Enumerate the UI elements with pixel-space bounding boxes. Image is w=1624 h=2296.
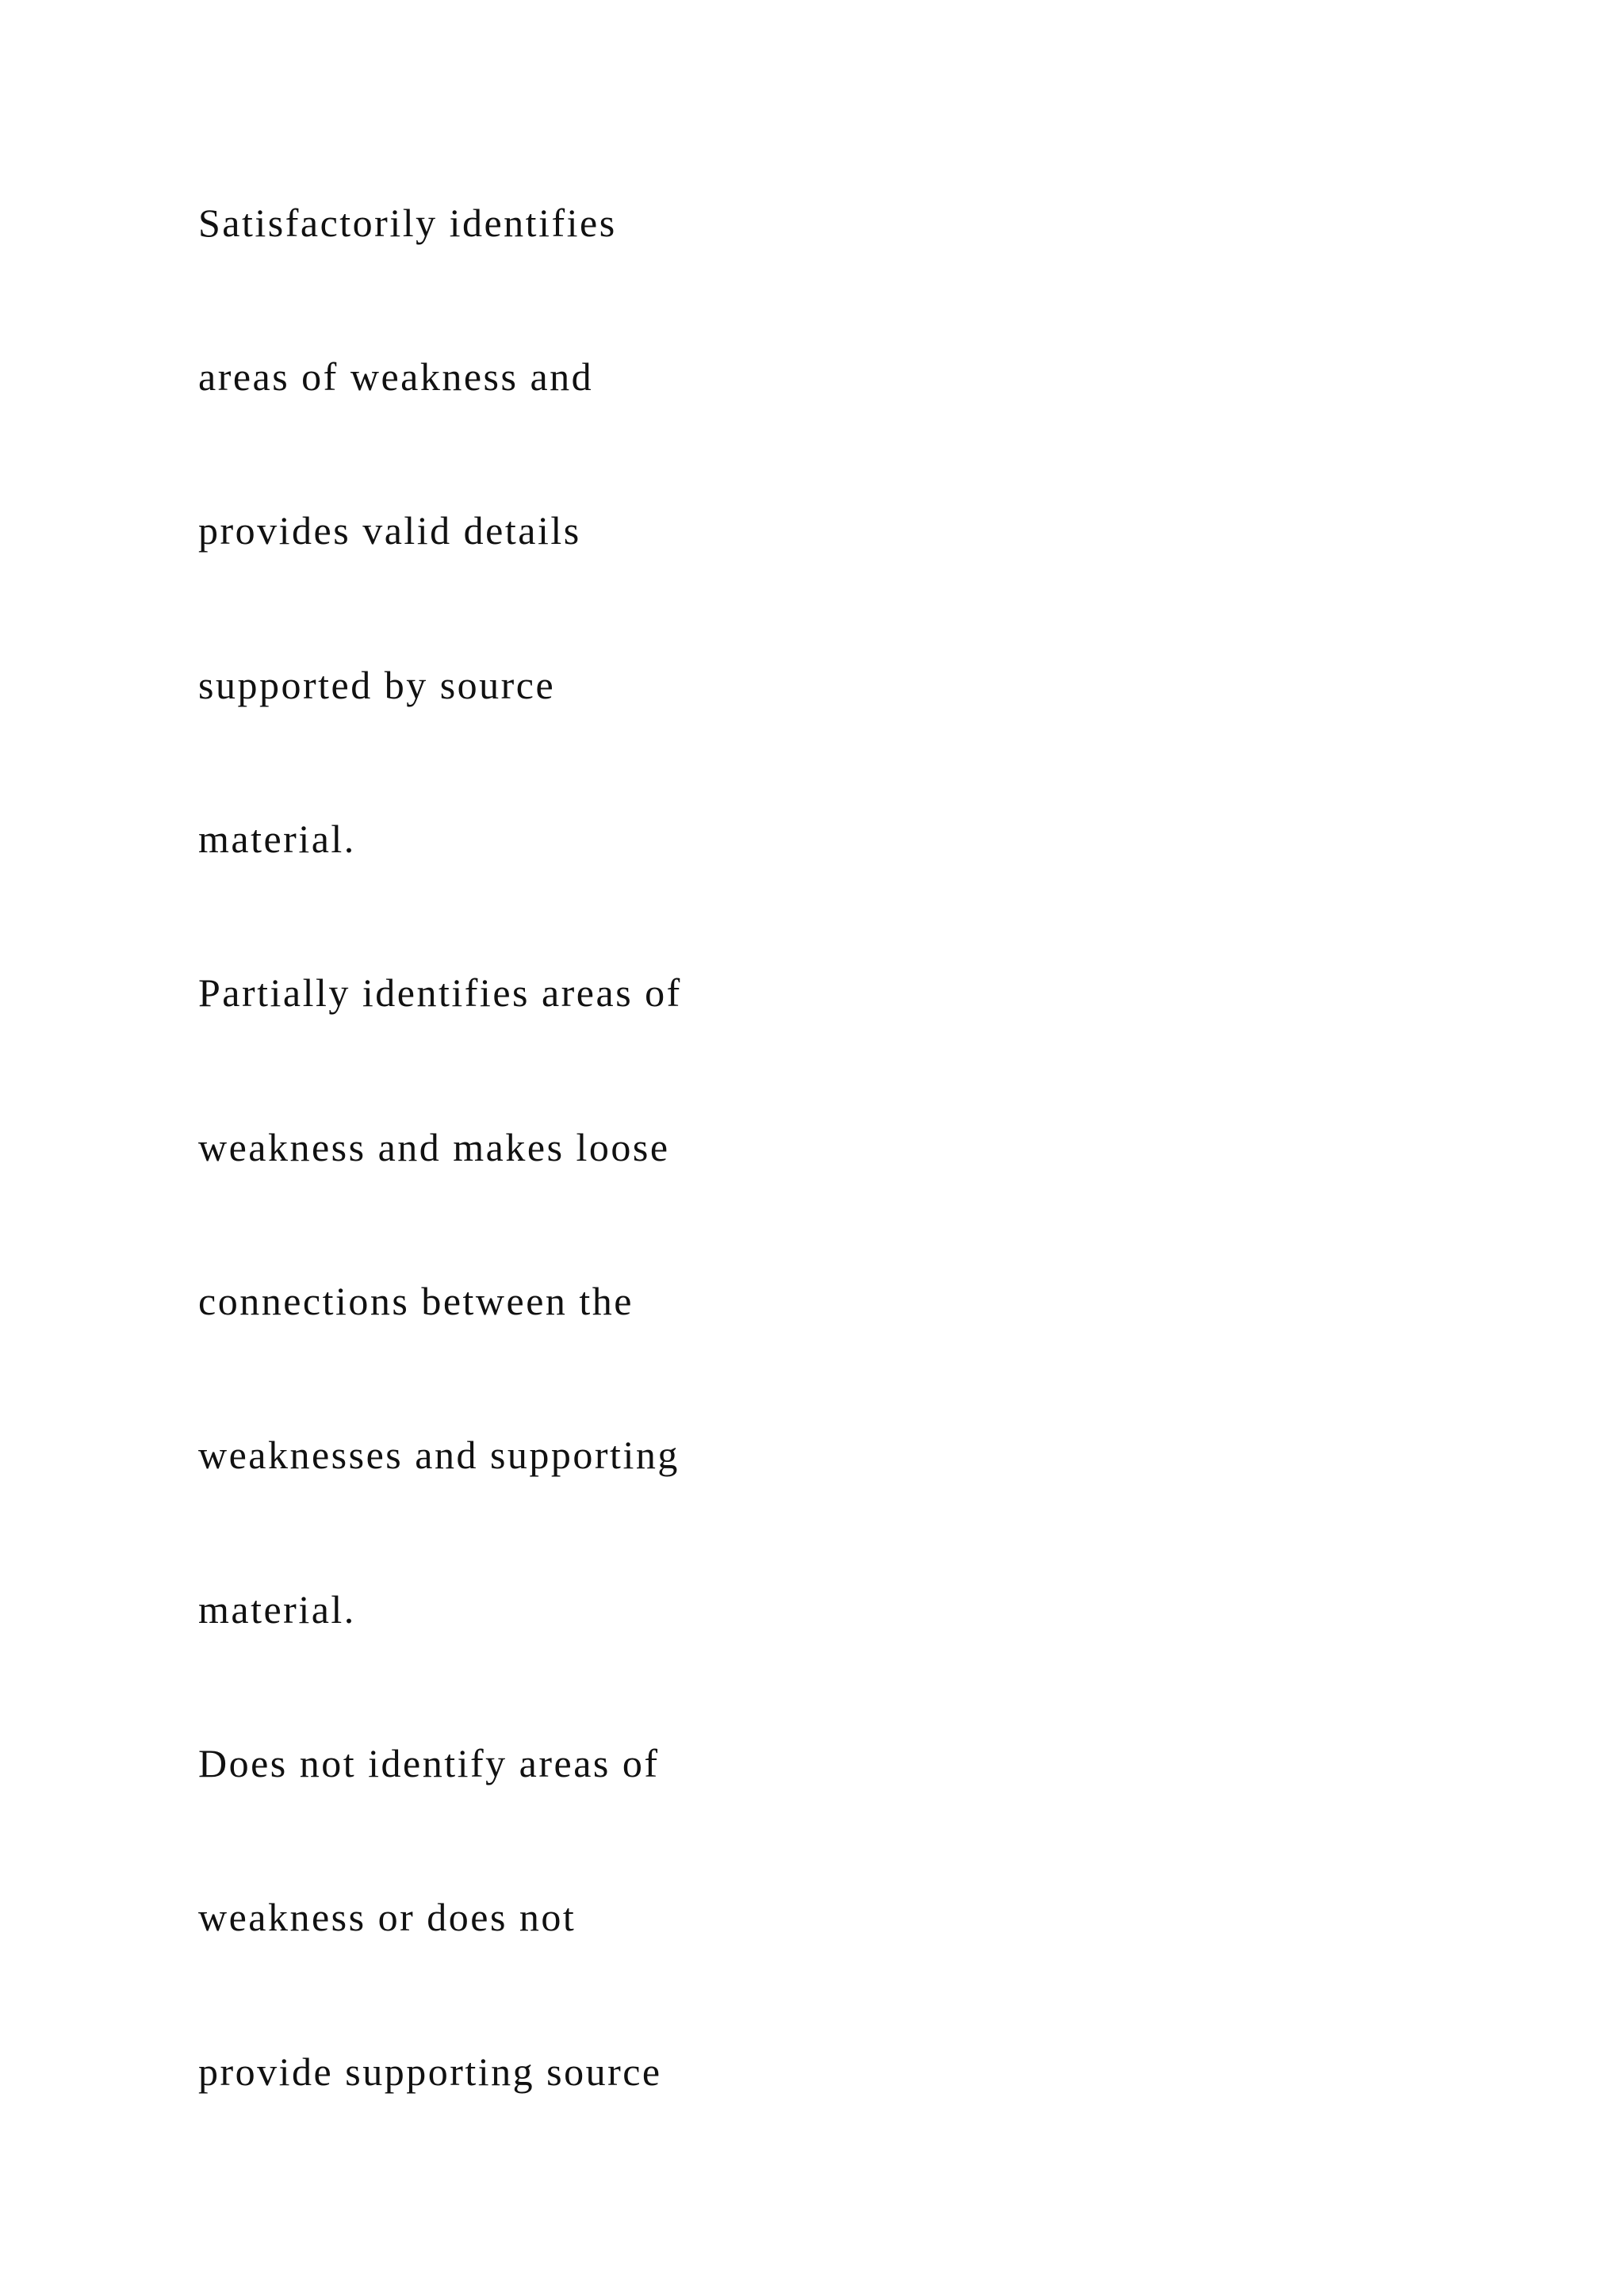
- text-line: Satisfactorily identifies: [198, 201, 617, 245]
- text-line: material.: [198, 817, 356, 861]
- text-line: weakness and makes loose: [198, 1125, 670, 1169]
- text-line: weaknesses and supporting: [198, 1433, 680, 1477]
- text-line: material.: [198, 1587, 356, 1632]
- text-line: Partially identifies areas of: [198, 970, 682, 1015]
- text-line: connections between the: [198, 1279, 634, 1323]
- text-line: supported by source: [198, 663, 556, 707]
- text-line: provide supporting source: [198, 2049, 662, 2094]
- text-line: weakness or does not: [198, 1895, 576, 1939]
- text-line: areas of weakness and: [198, 354, 594, 399]
- text-line: provides valid details: [198, 508, 581, 553]
- text-line: Does not identify areas of: [198, 1741, 660, 1785]
